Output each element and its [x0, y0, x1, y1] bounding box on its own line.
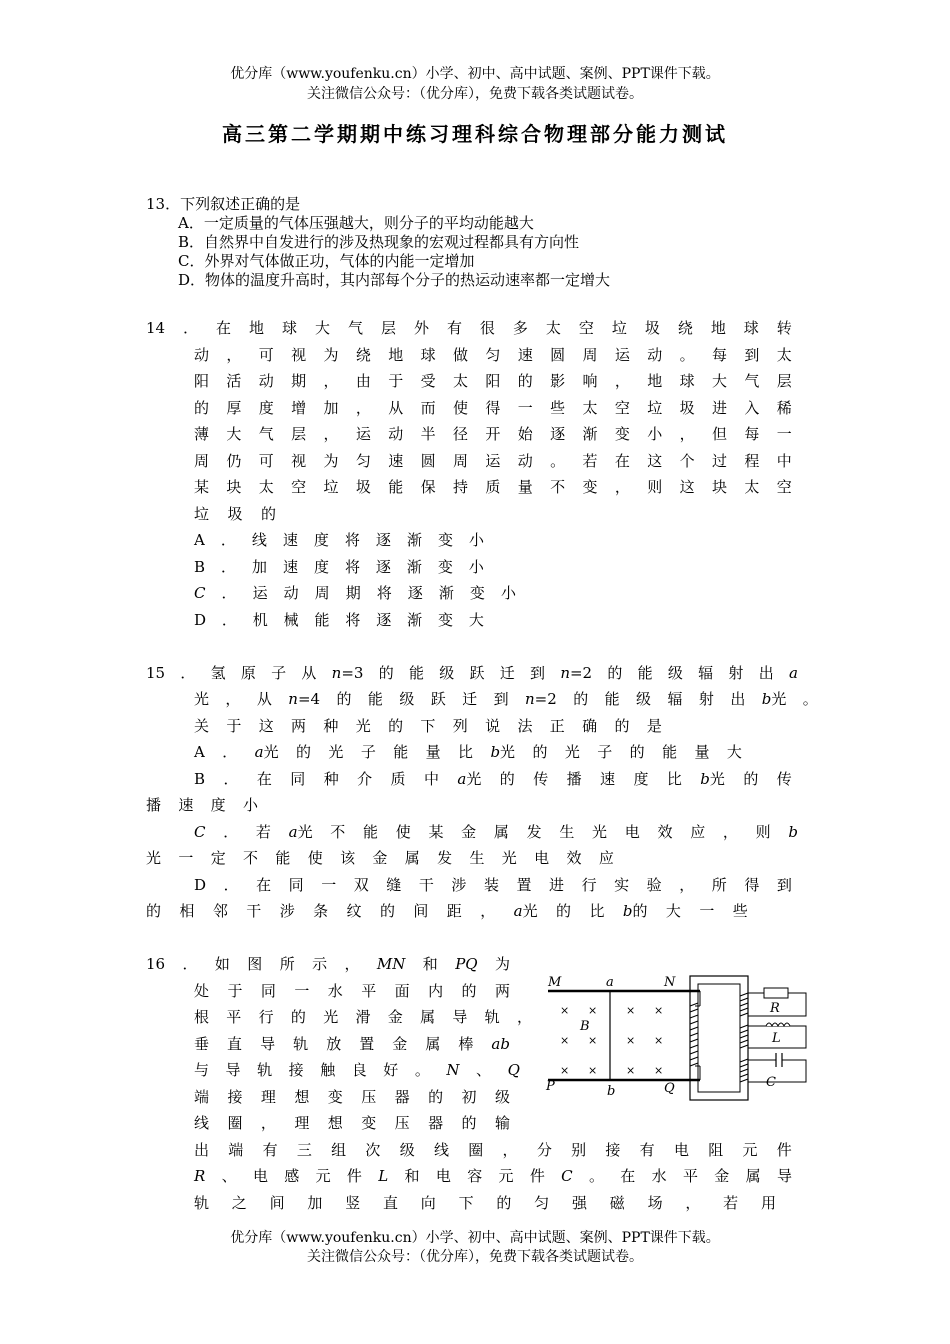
circuit-diagram [540, 968, 810, 1108]
label-b: b [607, 1084, 616, 1099]
secondary-coil-c [740, 1059, 748, 1082]
q14-line: 的 厚 度 增 加 ， 从 而 使 得 一 些 太 空 垃 圾 进 入 稀 [194, 399, 792, 417]
field-cross: × [560, 1004, 570, 1017]
q13-option-a: A．一定质量的气体压强越大，则分子的平均动能越大 [178, 214, 534, 232]
q15-line-1: 15 ． 氢 原 子 从 n=3 的 能 级 跃 迁 到 n=2 的 能 级 辐 射 出 a [146, 664, 798, 682]
label-a: a [606, 975, 614, 990]
q16-line: R 、 电 感 元 件 L 和 电 容 元 件 C 。 在 水 平 金 属 导 [194, 1167, 792, 1185]
q16-line: 轨 之 间 加 竖 直 向 下 的 匀 强 磁 场 ， 若 用 [194, 1194, 776, 1212]
label-m: M [548, 975, 562, 990]
header-line-1: 优分库（www.youfenku.cn）小学、初中、高中试题、案例、PPT课件下载。 [230, 66, 720, 82]
resistor [764, 988, 788, 998]
q15-option-b: B ． 在 同 种 介 质 中 a光 的 传 播 速 度 比 b光 的 传 [194, 770, 792, 788]
q14-option-b: B ． 加 速 度 将 逐 渐 变 小 [194, 558, 484, 576]
label-q: Q [664, 1081, 675, 1096]
q14-line: 阳 活 动 期 ， 由 于 受 太 阳 的 影 响 ， 地 球 大 气 层 [194, 372, 792, 390]
secondary-coil-r [740, 993, 748, 1016]
q14-option-a: A ． 线 速 度 将 逐 渐 变 小 [194, 531, 484, 549]
footer-line-2: 关注微信公众号：（优分库），免费下载各类试题试卷。 [307, 1249, 643, 1265]
q14-line: 垃 圾 的 [194, 505, 276, 523]
field-cross: × [560, 1034, 570, 1047]
q15-option-b-cont: 播 速 度 小 [146, 796, 258, 814]
q14-line: 周 仍 可 视 为 匀 速 圆 周 运 动 。 若 在 这 个 过 程 中 [194, 452, 792, 470]
capacitor-gap [776, 1054, 782, 1066]
q15-option-d: D ． 在 同 一 双 缝 干 涉 装 置 进 行 实 验 ， 所 得 到 [194, 876, 792, 894]
header-line-2: 关注微信公众号：（优分库），免费下载各类试题试卷。 [307, 86, 643, 102]
q16-line: 16 ． 如 图 所 示 ， MN 和 PQ 为 [146, 955, 510, 973]
field-cross: × [654, 1034, 664, 1047]
q15-option-d-cont: 的 相 邻 干 涉 条 纹 的 间 距 ， a光 的 比 b的 大 一 些 [146, 902, 748, 920]
q16-circuit-figure [540, 968, 810, 1112]
q16-line: 处 于 同 一 水 平 面 内 的 两 [194, 982, 510, 1000]
label-l: L [772, 1031, 781, 1046]
label-p: P [546, 1079, 555, 1094]
q13-option-b: B．自然界中自发进行的涉及热现象的宏观过程都具有方向性 [178, 233, 580, 251]
field-cross: × [588, 1004, 598, 1017]
q15-line-3: 关 于 这 两 种 光 的 下 列 说 法 正 确 的 是 [194, 717, 662, 735]
label-n: N [664, 975, 676, 990]
label-r: R [770, 1001, 780, 1016]
q14-option-c: C ． 运 动 周 期 将 逐 渐 变 小 [194, 584, 516, 602]
q16-line: 端 接 理 想 变 压 器 的 初 级 [194, 1088, 510, 1106]
q14-line: 薄 大 气 层 ， 运 动 半 径 开 始 逐 渐 变 小 ， 但 每 一 [194, 425, 792, 443]
transformer-core-outer [690, 976, 748, 1100]
q15-option-a: A ． a光 的 光 子 能 量 比 b光 的 光 子 的 能 量 大 [194, 743, 742, 761]
q15-line-2: 光 ， 从 n=4 的 能 级 跃 迁 到 n=2 的 能 级 辐 射 出 b光 。 [194, 690, 818, 708]
q16-line: 根 平 行 的 光 滑 金 属 导 轨 ， [194, 1008, 532, 1026]
field-cross: × [626, 1034, 636, 1047]
primary-coil [690, 1003, 698, 1066]
inductor [766, 1023, 790, 1026]
field-cross: × [560, 1064, 570, 1077]
q16-line: 出 端 有 三 组 次 级 线 圈 ， 分 别 接 有 电 阻 元 件 [194, 1141, 792, 1159]
q14-line: 14 ． 在 地 球 大 气 层 外 有 很 多 太 空 垃 圾 绕 地 球 转 [146, 319, 792, 337]
footer-line-1: 优分库（www.youfenku.cn）小学、初中、高中试题、案例、PPT课件下载。 [230, 1230, 720, 1246]
q14-line: 动 ， 可 视 为 绕 地 球 做 匀 速 圆 周 运 动 。 每 到 太 [194, 346, 792, 364]
q13-option-d: D．物体的温度升高时，其内部每个分子的热运动速率都一定增大 [178, 271, 611, 289]
q15-option-c: C ． 若 a光 不 能 使 某 金 属 发 生 光 电 效 应 ， 则 b [194, 823, 798, 841]
secondary-coil-l [740, 1025, 748, 1048]
field-cross: × [588, 1034, 598, 1047]
field-cross: × [626, 1064, 636, 1077]
q16-line: 与 导 轨 接 触 良 好 。 N 、 Q [194, 1061, 520, 1079]
transformer-core-inner [698, 984, 740, 1092]
field-cross: × [654, 1004, 664, 1017]
label-c: C [766, 1075, 776, 1090]
q14-option-d: D ． 机 械 能 将 逐 渐 变 大 [194, 611, 484, 629]
q16-line: 垂 直 导 轨 放 置 金 属 棒 ab [194, 1035, 510, 1053]
field-cross: × [654, 1064, 664, 1077]
label-b-field: B [580, 1019, 590, 1034]
q14-line: 某 块 太 空 垃 圾 能 保 持 质 量 不 变 ， 则 这 块 太 空 [194, 478, 792, 496]
q16-line: 线 圈 ， 理 想 变 压 器 的 输 [194, 1114, 510, 1132]
q13-option-c: C．外界对气体做正功，气体的内能一定增加 [178, 252, 475, 270]
field-cross: × [588, 1064, 598, 1077]
page-title: 高三第二学期期中练习理科综合物理部分能力测试 [222, 122, 728, 146]
magnetic-field-crosses [560, 1004, 663, 1077]
q15-option-c-cont: 光 一 定 不 能 使 该 金 属 发 生 光 电 效 应 [146, 849, 614, 867]
field-cross: × [626, 1004, 636, 1017]
q13-stem: 13．下列叙述正确的是 [146, 195, 301, 213]
